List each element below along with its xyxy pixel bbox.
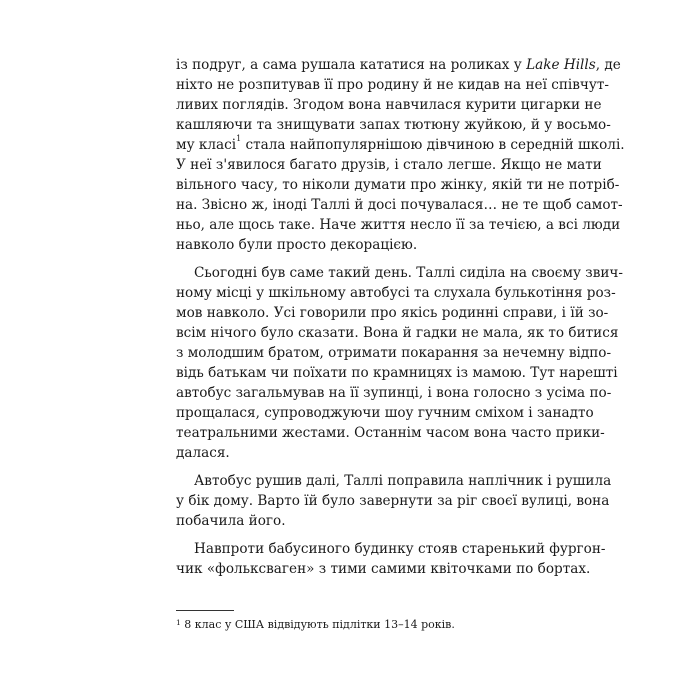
text-line: театральними жестами. Останнім часом вона часто прики- bbox=[176, 425, 605, 441]
text-line: далася. bbox=[176, 445, 230, 461]
text-line: навколо були просто декорацією. bbox=[176, 237, 418, 253]
text-line: ливих поглядів. Згодом вона навчилася курити цигарки не bbox=[176, 97, 602, 113]
body-text bbox=[176, 55, 625, 579]
text-line: ньо, але щось таке. Наче життя несло її за течією, а всі люди bbox=[176, 217, 621, 233]
text-line: з молодшим братом, отримати покарання за нечемну відпо- bbox=[176, 345, 612, 361]
text-line: ніхто не розпитував її про родину й не кидав на неї співчут- bbox=[176, 77, 610, 93]
paragraph-3 bbox=[176, 471, 612, 531]
paragraph-2 bbox=[176, 263, 623, 463]
text-line: прощалася, супроводжуючи шоу гучним сміхом і занадто bbox=[176, 405, 594, 421]
text-line: у бік дому. Варто їй було завернути за ріг своєї вулиці, вона bbox=[176, 493, 610, 509]
text-line: на. Звісно ж, іноді Таллі й досі почувалася… не те щоб самот- bbox=[176, 197, 623, 213]
paragraph-4 bbox=[176, 539, 606, 579]
text-line: всім нічого було сказати. Вона й гадки не мала, як то битися bbox=[176, 325, 619, 341]
text-line: У неї з'явилося багато друзів, і стало легше. Якщо не мати bbox=[176, 157, 602, 173]
text-line: Навпроти бабусиного будинку стояв старенький фургон- bbox=[194, 541, 606, 557]
footnote-reference: 1 bbox=[236, 134, 242, 143]
footnote-text: 8 клас у США відвідують підлітки 13–14 років. bbox=[180, 618, 455, 631]
text-line: чик «фольксваген» з тими самими квіточками по бортах. bbox=[176, 561, 591, 577]
text-line: кашляючи та знищувати запах тютюну жуйкою, й у восьмо- bbox=[176, 117, 611, 133]
text-line: автобус загальмував на її зупинці, і вона голосно з усіма по- bbox=[176, 385, 612, 401]
footnote-divider bbox=[176, 610, 234, 611]
footnote-marker: 1 bbox=[176, 618, 181, 627]
paragraph-1 bbox=[176, 55, 625, 255]
text-line: відь батькам чи поїхати по крамницях із мамою. Тут нарешті bbox=[176, 365, 618, 381]
text-line: Автобус рушив далі, Таллі поправила наплічник і рушила bbox=[194, 473, 612, 489]
text-line: мов навколо. Усі говорили про якісь родинні справи, і їй зо- bbox=[176, 305, 609, 321]
text-line: вільного часу, то ніколи думати про жінку, якій ти не потріб- bbox=[176, 177, 620, 193]
text-line: побачила його. bbox=[176, 513, 286, 529]
text-line: із подруг, а сама рушала кататися на роликах у Lake Hills, де bbox=[176, 57, 621, 73]
text-line: му класі$^1$ стала найпопулярнішою дівчиною в середній школі. bbox=[176, 134, 625, 153]
footnote bbox=[176, 618, 526, 632]
text-line: ному місці у шкільному автобусі та слухала булькотіння роз- bbox=[176, 285, 616, 301]
text-line: Сьогодні був саме такий день. Таллі сиділа на своєму звич- bbox=[194, 265, 623, 281]
